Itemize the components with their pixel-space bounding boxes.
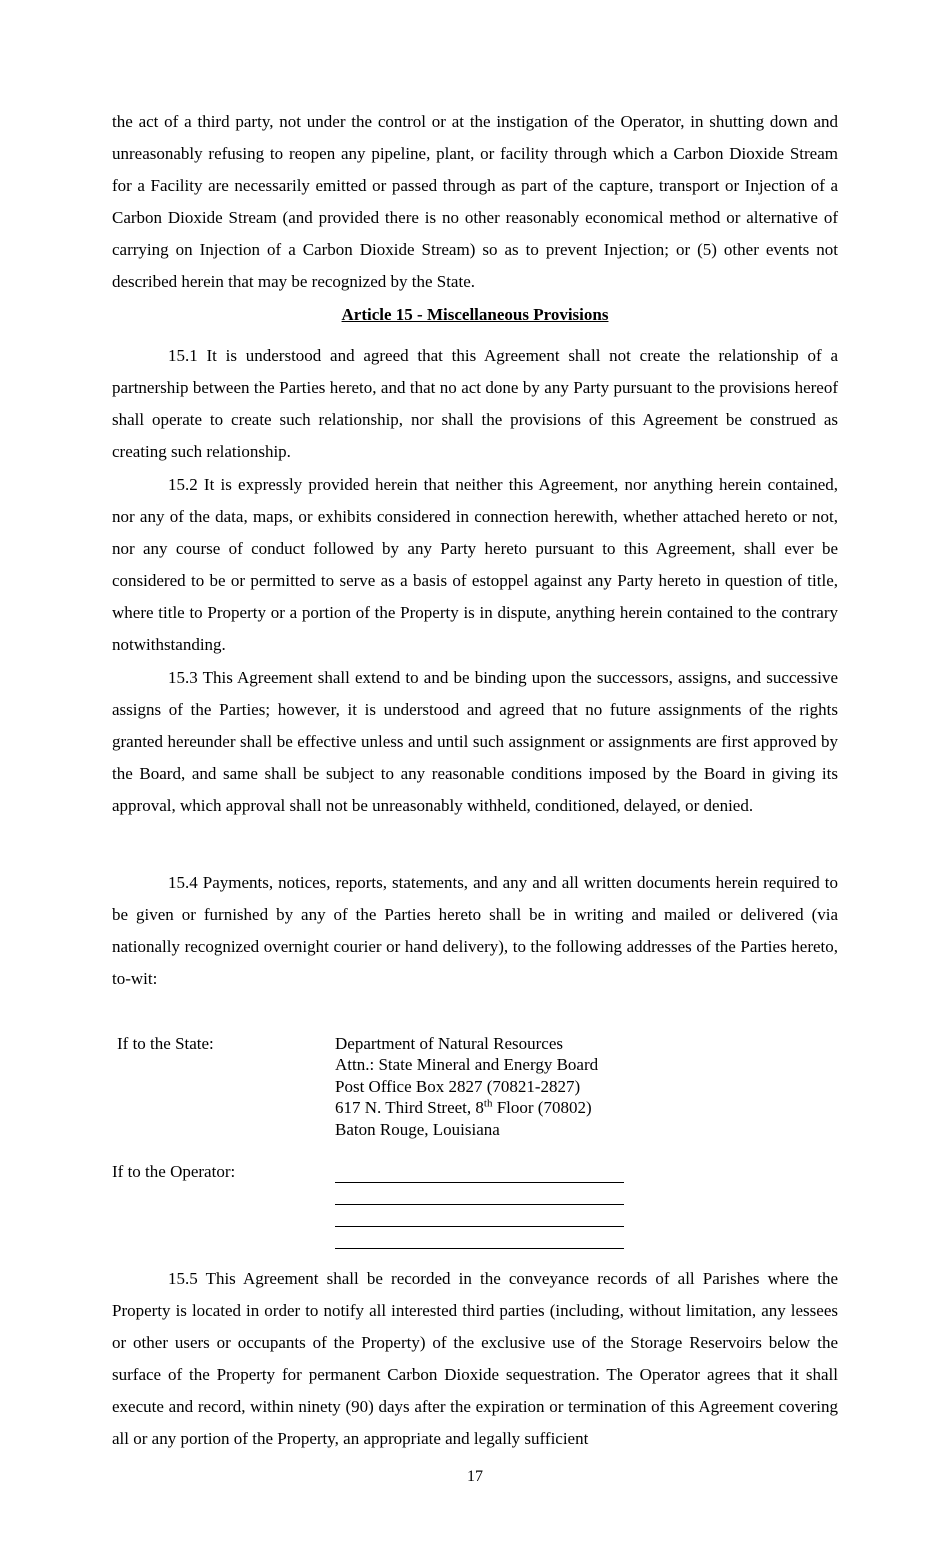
state-address-line: Post Office Box 2827 (70821-2827) [335, 1076, 581, 1096]
operator-address-blank-line [335, 1227, 624, 1249]
state-address-line: Baton Rouge, Louisiana [335, 1119, 500, 1139]
operator-address-blanks [335, 1161, 624, 1249]
continuation-paragraph: the act of a third party, not under the control or at the instigation of the Operator, in shutting down and unreasonably refusing to reopen any pipeline, plant, or facility through which a Carbon Dioxide Stream for a Facility are necessarily emitted or passed through as part of the capture, transport or Injection of a Carbon Dioxide Stream (and provided there is no other reasonably economical method or alternative of carrying on Injection of a Carbon Dioxide Stream) so as to prevent Injection; or (5) other events not described herein that may be recognized by the State. [112, 112, 838, 292]
state-address-label: If to the State: [117, 1034, 214, 1053]
operator-address-blank-line [335, 1205, 624, 1227]
section-15-3: 15.3 This Agreement shall extend to and be binding upon the successors, assigns, and successive assigns of the Parties; however, it is understood and agreed that no future assignments of the rights granted hereunder shall be effective unless and until such assignment or assignments are first approved by the Board, and same shall be subject to any reasonable conditions imposed by the Board in giving its approval, which approval shall not be unreasonably withheld, conditioned, delayed, or denied. [112, 668, 838, 816]
article-heading: Article 15 - Miscellaneous Provisions [341, 305, 609, 324]
operator-address-label: If to the Operator: [112, 1162, 236, 1181]
section-15-1: 15.1 It is understood and agreed that this Agreement shall not create the relationship of a partnership between the Parties hereto, and that no act done by any Party pursuant to the provisions hereof shall operate to create such relationship, nor shall the provisions of this Agreement be construed as creating such relationship. [112, 346, 838, 462]
state-address-block [335, 1033, 598, 1140]
operator-address-blank-line [335, 1183, 624, 1205]
page-number: 17 [467, 1468, 483, 1485]
section-15-5: 15.5 This Agreement shall be recorded in the conveyance records of all Parishes where the Property is located in order to notify all interested third parties (including, without limitation, any lessees or other users or occupants of the Property) of the exclusive use of the Storage Reservoirs below the surface of the Property for permanent Carbon Dioxide sequestration. The Operator agrees that it shall execute and record, within ninety (90) days after the expiration or termination of this Agreement covering all or any portion of the Property, an appropriate and legally sufficient [112, 1269, 838, 1449]
operator-address-blank-line [335, 1161, 624, 1183]
state-address-line: Department of Natural Resources [335, 1034, 563, 1053]
section-15-4: 15.4 Payments, notices, reports, statements, and any and all written documents herein required to be given or furnished by any of the Parties hereto shall be in writing and mailed or delivered (via nationally recognized overnight courier or hand delivery), to the following addresses of the Parties hereto, to-wit: [112, 873, 838, 989]
section-15-2: 15.2 It is expressly provided herein that neither this Agreement, nor anything herein contained, nor any of the data, maps, or exhibits considered in connection herewith, whether attached hereto or not, nor any course of conduct followed by any Party hereto pursuant to this Agreement, shall ever be considered to be or permitted to serve as a basis of estoppel against any Party hereto in question of title, where title to Property or a portion of the Property is in dispute, anything herein contained to the contrary notwithstanding. [112, 475, 838, 655]
state-address-line: 617 N. Third Street, 8th Floor (70802) [335, 1097, 592, 1118]
state-address-line: Attn.: State Mineral and Energy Board [335, 1055, 599, 1075]
